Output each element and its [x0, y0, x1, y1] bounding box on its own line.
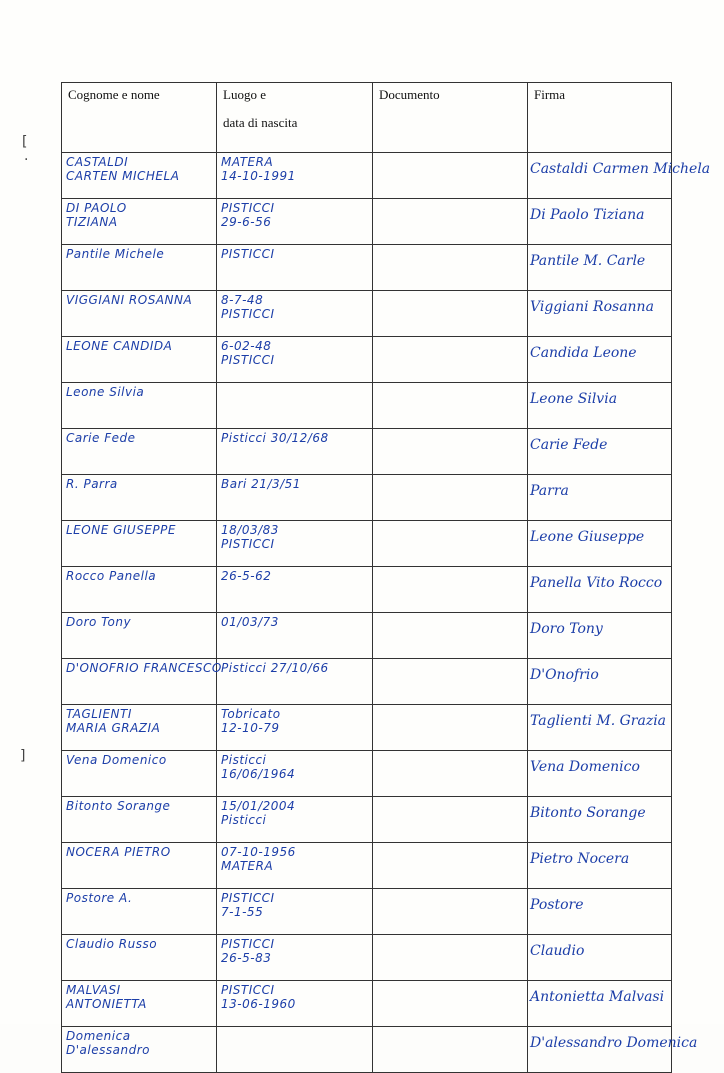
birth-line: 26-5-83 [221, 951, 272, 965]
table-row [62, 1027, 672, 1073]
name-line: D'ONOFRIO FRANCESCO [66, 661, 222, 675]
margin-mark-dot: · [24, 152, 29, 168]
handwritten-signature: Candida Leone [530, 345, 637, 361]
signature-cell [528, 383, 672, 429]
birth-line: MATERA [221, 155, 274, 169]
birth-cell [217, 613, 373, 659]
handwritten-signature: Viggiani Rosanna [530, 299, 654, 315]
name-cell [62, 751, 217, 797]
handwritten-signature: Postore [530, 897, 584, 913]
name-line: Postore A. [66, 891, 133, 905]
table-row [62, 981, 672, 1027]
birth-line: Pisticci [221, 753, 267, 767]
table-row [62, 659, 672, 705]
birth-line: 16/06/1964 [221, 767, 296, 781]
name-cell [62, 337, 217, 383]
name-line: TAGLIENTI [66, 707, 132, 721]
header-name-label: Cognome e nome [68, 87, 160, 102]
birth-cell [217, 567, 373, 613]
document-cell [373, 705, 528, 751]
document-cell [373, 889, 528, 935]
header-signature [528, 83, 672, 153]
handwritten-signature: Leone Giuseppe [530, 529, 645, 545]
table-row [62, 751, 672, 797]
document-cell [373, 429, 528, 475]
handwritten-signature: D'Onofrio [530, 667, 599, 683]
name-cell [62, 797, 217, 843]
handwritten-signature: Bitonto Sorange [530, 805, 646, 821]
name-cell [62, 567, 217, 613]
name-cell [62, 521, 217, 567]
name-cell [62, 291, 217, 337]
signature-cell [528, 337, 672, 383]
birth-cell [217, 245, 373, 291]
document-cell [373, 199, 528, 245]
document-cell [373, 843, 528, 889]
name-line: MARIA GRAZIA [66, 721, 161, 735]
birth-cell [217, 659, 373, 705]
signature-cell [528, 1027, 698, 1073]
document-cell [373, 981, 528, 1027]
name-cell [62, 613, 217, 659]
name-line: LEONE CANDIDA [66, 339, 173, 353]
name-cell [62, 705, 217, 751]
table-row [62, 291, 672, 337]
name-cell [62, 199, 217, 245]
signature-cell [528, 153, 711, 199]
handwritten-signature: Claudio [530, 943, 585, 959]
document-cell [373, 291, 528, 337]
birth-cell [217, 843, 373, 889]
birth-cell [217, 383, 373, 429]
name-cell [62, 981, 217, 1027]
handwritten-signature: Leone Silvia [530, 391, 618, 407]
margin-mark-top: [ [22, 134, 28, 150]
table-row [62, 199, 672, 245]
handwritten-signature: Carie Fede [530, 437, 608, 453]
signature-cell [528, 797, 672, 843]
signature-cell [528, 521, 672, 567]
name-line: CARTEN MICHELA [66, 169, 180, 183]
document-cell [373, 797, 528, 843]
birth-cell [217, 153, 373, 199]
document-cell [373, 751, 528, 797]
header-birth-line2: data di nascita [223, 115, 298, 130]
document-cell [373, 1027, 528, 1073]
signature-cell [528, 659, 672, 705]
birth-cell [217, 981, 373, 1027]
name-line: CASTALDI [66, 155, 129, 169]
birth-line: 12-10-79 [221, 721, 280, 735]
birth-line: PISTICCI [221, 891, 275, 905]
name-cell [62, 843, 217, 889]
signature-cell [528, 981, 672, 1027]
name-cell [62, 935, 217, 981]
name-line: D'alessandro [66, 1043, 150, 1057]
birth-line: 13-06-1960 [221, 997, 296, 1011]
birth-cell [217, 751, 373, 797]
name-line: Claudio Russo [66, 937, 158, 951]
birth-line: 6-02-48 [221, 339, 272, 353]
handwritten-signature: Antonietta Malvasi [530, 989, 665, 1005]
birth-line: PISTICCI [221, 247, 275, 261]
birth-cell [217, 1027, 373, 1073]
table-row [62, 337, 672, 383]
signature-cell [528, 291, 672, 337]
document-cell [373, 337, 528, 383]
name-cell [62, 1027, 217, 1073]
header-birth [217, 83, 373, 153]
name-line: TIZIANA [66, 215, 118, 229]
birth-cell [217, 521, 373, 567]
table-row [62, 429, 672, 475]
signature-cell [528, 429, 672, 475]
birth-line: PISTICCI [221, 537, 275, 551]
birth-line: PISTICCI [221, 307, 275, 321]
birth-cell [217, 797, 373, 843]
name-line: Bitonto Sorange [66, 799, 171, 813]
birth-cell [217, 199, 373, 245]
handwritten-signature: Parra [530, 483, 569, 499]
birth-line: Tobricato [221, 707, 281, 721]
birth-cell [217, 429, 373, 475]
birth-line: 29-6-56 [221, 215, 272, 229]
table-row [62, 153, 672, 199]
handwritten-signature: Vena Domenico [530, 759, 640, 775]
name-line: DI PAOLO [66, 201, 127, 215]
name-cell [62, 245, 217, 291]
table-row [62, 705, 672, 751]
document-cell [373, 613, 528, 659]
birth-line: 18/03/83 [221, 523, 279, 537]
document-cell [373, 521, 528, 567]
name-line: Vena Domenico [66, 753, 167, 767]
birth-line: 26-5-62 [221, 569, 272, 583]
header-row [62, 83, 672, 153]
handwritten-signature: Castaldi Carmen Michela [530, 161, 711, 177]
name-cell [62, 429, 217, 475]
document-cell [373, 383, 528, 429]
handwritten-signature: D'alessandro Domenica [530, 1035, 698, 1051]
name-line: R. Parra [66, 477, 118, 491]
table-row [62, 797, 672, 843]
birth-line: 7-1-55 [221, 905, 264, 919]
name-line: Rocco Panella [66, 569, 157, 583]
name-line: Carie Fede [66, 431, 136, 445]
margin-mark-bottom: ] [20, 748, 26, 764]
signature-cell [528, 751, 672, 797]
signature-cell [528, 935, 672, 981]
name-line: Domenica [66, 1029, 131, 1043]
birth-line: Bari 21/3/51 [221, 477, 301, 491]
document-cell [373, 659, 528, 705]
signature-cell [528, 705, 672, 751]
table-row [62, 245, 672, 291]
birth-line: PISTICCI [221, 983, 275, 997]
birth-line: 8-7-48 [221, 293, 264, 307]
name-cell [62, 659, 222, 705]
table-row [62, 521, 672, 567]
document-cell [373, 245, 528, 291]
birth-cell [217, 337, 373, 383]
table-row [62, 475, 672, 521]
birth-line: MATERA [221, 859, 274, 873]
birth-line: PISTICCI [221, 353, 275, 367]
birth-line: 14-10-1991 [221, 169, 296, 183]
signature-cell [528, 613, 672, 659]
birth-cell [217, 291, 373, 337]
birth-cell [217, 475, 373, 521]
handwritten-signature: Di Paolo Tiziana [530, 207, 645, 223]
birth-line: 15/01/2004 [221, 799, 296, 813]
signature-cell [528, 475, 672, 521]
name-cell [62, 889, 217, 935]
birth-line: Pisticci 30/12/68 [221, 431, 329, 445]
handwritten-signature: Panella Vito Rocco [530, 575, 663, 591]
header-signature-label: Firma [534, 87, 566, 102]
name-line: VIGGIANI ROSANNA [66, 293, 193, 307]
document-cell [373, 475, 528, 521]
birth-line: Pisticci [221, 813, 267, 827]
handwritten-signature: Doro Tony [530, 621, 603, 637]
table-row [62, 843, 672, 889]
name-cell [62, 475, 217, 521]
table-row [62, 613, 672, 659]
birth-line: PISTICCI [221, 937, 275, 951]
header-document-label: Documento [379, 87, 440, 102]
name-line: NOCERA PIETRO [66, 845, 171, 859]
birth-line: Pisticci 27/10/66 [221, 661, 329, 675]
table-row [62, 567, 672, 613]
signature-register-table [61, 82, 711, 1073]
birth-cell [217, 705, 373, 751]
table-row [62, 383, 672, 429]
birth-line: PISTICCI [221, 201, 275, 215]
name-line: MALVASI [66, 983, 121, 997]
name-line: Doro Tony [66, 615, 132, 629]
table-row [62, 935, 672, 981]
name-line: Pantile Michele [66, 247, 165, 261]
birth-line: 07-10-1956 [221, 845, 296, 859]
handwritten-signature: Pantile M. Carle [530, 253, 646, 269]
signature-cell [528, 199, 672, 245]
signature-cell [528, 843, 672, 889]
header-document [373, 83, 528, 153]
signature-cell [528, 889, 672, 935]
name-cell [62, 153, 217, 199]
birth-line: 01/03/73 [221, 615, 279, 629]
name-line: LEONE GIUSEPPE [66, 523, 176, 537]
document-cell [373, 567, 528, 613]
birth-cell [217, 889, 373, 935]
handwritten-signature: Pietro Nocera [530, 851, 630, 867]
document-cell [373, 153, 528, 199]
header-name [62, 83, 217, 153]
header-birth-line1: Luogo e [223, 87, 266, 102]
name-line: ANTONIETTA [66, 997, 147, 1011]
document-cell [373, 935, 528, 981]
birth-cell [217, 935, 373, 981]
handwritten-signature: Taglienti M. Grazia [530, 713, 667, 729]
name-cell [62, 383, 217, 429]
signature-cell [528, 245, 672, 291]
table-row [62, 889, 672, 935]
name-line: Leone Silvia [66, 385, 145, 399]
signature-cell [528, 567, 672, 613]
